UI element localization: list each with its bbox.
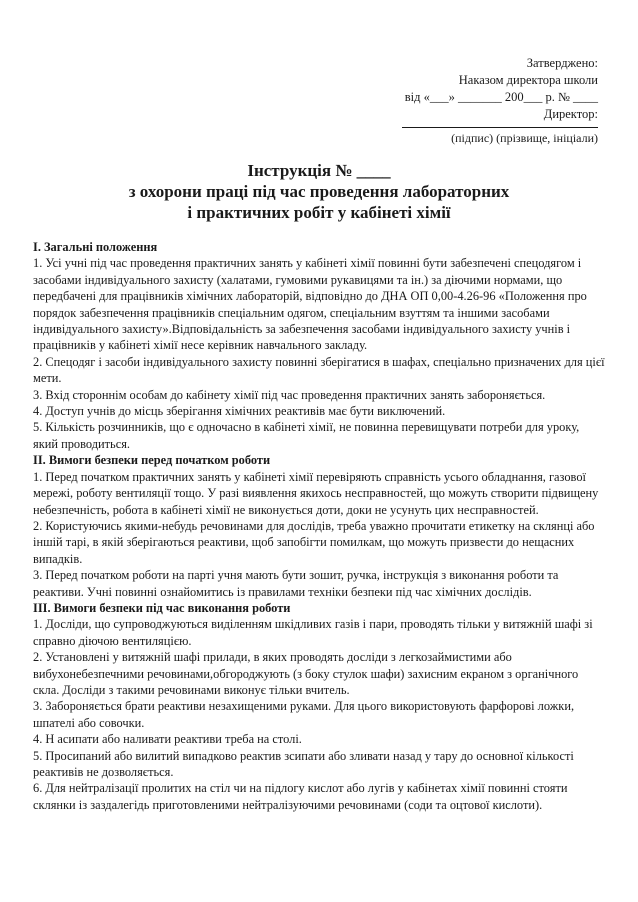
title-line-2: з охорони праці під час проведення лабораторних [128,182,510,201]
paragraph: 4. Н асипати або наливати реактиви треба на столі. [33,732,302,747]
paragraph: 5. Кількість розчинників, що є одночасно в кабінеті хімії, не повинна перевищувати потреби для уроку, який проводиться. [33,420,580,451]
title-line-3: і практичних робіт у кабінеті хімії [187,203,451,222]
paragraph: 1. Досліди, що супроводжуються виділенням шкідливих газів і пари, проводять тільки у витяжній шафі зі справно діючою вентиляцією. [33,617,593,648]
title-line-1: Інструкція № ____ [247,161,391,180]
paragraph: 1. Перед початком практичних занять у кабінеті хімії перевіряють справність усього обладнання, газової мережі, роботу вентиляції тощо. У разі виявлення якихось несправностей, що можуть створити підвищену небезпечність, робота в кабінеті хімії не виконується доти, доки не усунуть цих несправностей. [33,469,599,517]
paragraph: 4. Доступ учнів до місць зберігання хімічних реактивів має бути виключений. [33,404,446,419]
section-heading: ІІ. Вимоги безпеки перед початком роботи [33,453,271,468]
paragraph: 6. Для нейтралізації пролитих на стіл чи на підлогу кислот або лугів у кабінетах хімії повинні стояти склянки із заздалегідь приготовленими нейтралізуючими речовинами (соди та оцтової кислоти). [33,781,568,812]
paragraph: 3. Перед початком роботи на парті учня мають бути зошит, ручка, інструкція з виконання роботи та реактиви. Учні повинні ознайомитись із правилами техніки безпеки під час хімічних дослідів. [33,568,559,599]
paragraph: 5. Просипаний або вилитий випадково реактив зсипати або зливати назад у тару до основної кількості реактивів не дозволяється. [33,748,574,779]
paragraph: 2. Спецодяг і засоби індивідуального захисту повинні зберігатися в шафах, спеціально призначених для цієї мети. [33,354,605,386]
approval-order: Наказом директора школи [458,73,598,87]
paragraph: 1. Усі учні під час проведення практичних занять у кабінеті хімії повинні бути забезпечені спецодягом і засобами індивідуального захисту (халатами, гумовими рукавицями та ін.) за діючими нормами, що передбачені для працівників хімічних лабораторій, відповідно до ДНА ОП 0,00-4.26-96 «Положення про порядок забезпечення працівників спеціальним одягом, спеціальним взуттям та іншими засобами індивідуального захисту».Відповідальність за забезпечення засобами індивідуального захисту учнів і працівників у кабінеті хімії несе керівник навчального закладу. [33,256,587,353]
document-title [0,160,638,223]
paragraph: 3. Забороняється брати реактиви незахищеними руками. Для цього використовують фарфорові ложки, шпателі або совочки. [33,699,575,730]
approval-block [358,55,598,147]
paragraph: 2. Установлені у витяжній шафі прилади, в яких проводять досліди з легкозаймистими або вибухонебезпечними речовинами,обгороджують (з боку стулок шафи) захисним екраном з органічного скла. Досліди з такими речовинами виконує тільки вчитель. [33,650,579,697]
approval-date-number: від «___» _______ 200___ р. № ____ [404,90,598,104]
section-heading: І. Загальні положення [33,240,158,254]
document-body [33,239,605,813]
section-heading: ІІІ. Вимоги безпеки під час виконання роботи [33,600,291,615]
approval-heading: Затверджено: [526,56,598,70]
signature-line [402,127,598,128]
paragraph: 3. Вхід стороннім особам до кабінету хімії під час проведення практичних занять забороняється. [33,387,546,402]
signature-caption: (підпис) (прізвище, ініціали) [451,131,598,145]
approval-director: Директор: [543,107,598,121]
paragraph: 2. Користуючись якими-небудь речовинами для дослідів, треба уважно прочитати етикетку на склянці або іншій тарі, в якій зберігаються реактиви, щоб запобігти помилкам, що можуть призвести до нещасних випадків. [33,518,595,566]
